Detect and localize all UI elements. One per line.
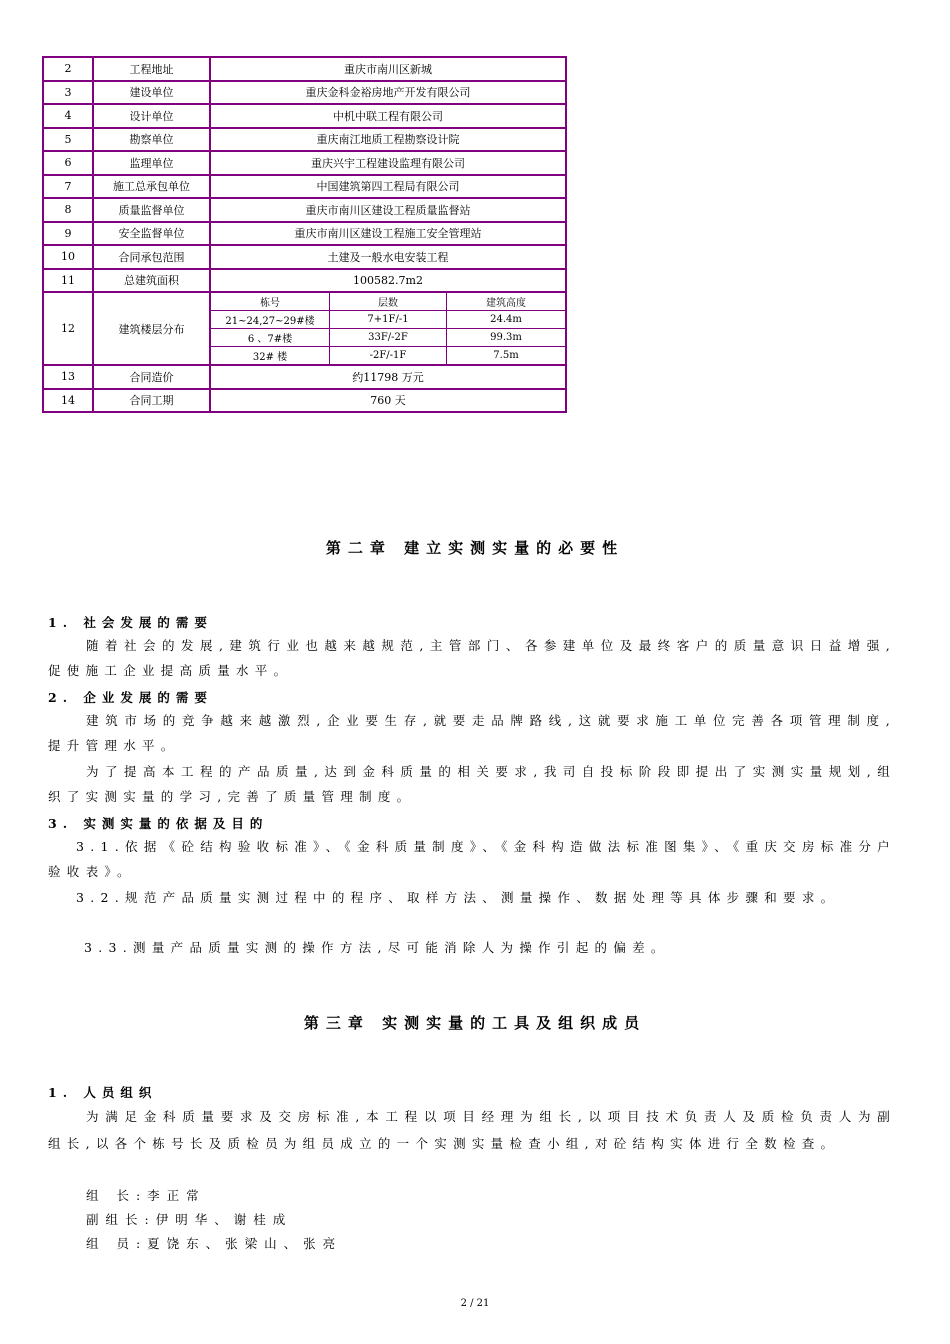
chapter2-title: 第二章 建立实测实量的必要性 xyxy=(325,539,625,557)
chapter2-section3-paragraph3: 3.3.测量产品质量实测的操作方法,尽可能消除人为操作引起的偏差。 xyxy=(84,940,670,955)
row-label: 建筑楼层分布 xyxy=(93,292,210,365)
floor-header-row xyxy=(211,293,565,311)
row-number: 4 xyxy=(43,104,93,128)
row-number: 8 xyxy=(43,198,93,222)
row-number: 9 xyxy=(43,222,93,246)
row-label: 合同承包范围 xyxy=(93,245,210,269)
row-label: 质量监督单位 xyxy=(93,198,210,222)
chapter2-section2-title: 2. 企业发展的需要 xyxy=(48,690,213,705)
row-value: 中国建筑第四工程局有限公司 xyxy=(210,175,566,199)
floor-height: 24.4m xyxy=(447,311,566,329)
team-leader: 组 长:李正常 xyxy=(86,1188,206,1203)
chapter2-section1-title: 1. 社会发展的需要 xyxy=(48,615,213,630)
row-value: 重庆金科金裕房地产开发有限公司 xyxy=(210,81,566,105)
row-value: 重庆市南川区新城 xyxy=(210,57,566,81)
table-row xyxy=(43,198,566,222)
row-number: 10 xyxy=(43,245,93,269)
chapter2-section3-paragraph1: 3.1.依据《砼结构验收标准》、《金科质量制度》、《金科构造做法标准图集》、《重庆交房标准分户验收表》。 xyxy=(48,839,896,879)
row-label: 施工总承包单位 xyxy=(93,175,210,199)
chapter2-section2-paragraph2: 为了提高本工程的产品质量,达到金科质量的相关要求,我司自投标阶段即提出了实测实量规划,组织了实测实量的学习,完善了质量管理制度。 xyxy=(48,764,896,804)
row-value: 中机中联工程有限公司 xyxy=(210,104,566,128)
floor-building: 21~24,27~29#楼 xyxy=(211,311,330,329)
row-label: 总建筑面积 xyxy=(93,269,210,293)
floor-row xyxy=(211,347,565,365)
row-label: 工程地址 xyxy=(93,57,210,81)
chapter3-title: 第三章 实测实量的工具及组织成员 xyxy=(303,1014,647,1032)
row-number: 13 xyxy=(43,365,93,389)
table-row xyxy=(43,365,566,389)
row-number: 5 xyxy=(43,128,93,152)
table-row xyxy=(43,222,566,246)
row-label: 安全监督单位 xyxy=(93,222,210,246)
row-value: 土建及一般水电安装工程 xyxy=(210,245,566,269)
floor-header: 栋号 xyxy=(211,293,330,311)
row-value: 约11798 万元 xyxy=(210,365,566,389)
page-number: 2 / 21 xyxy=(460,1298,490,1309)
project-info-table xyxy=(42,56,567,413)
chapter3-section1-paragraph: 为满足金科质量要求及交房标准,本工程以项目经理为组长,以项目技术负责人及质检负责人为副组长,以各个栋号长及质检员为组员成立的一个实测实量检查小组,对砼结构实体进行全数检查。 xyxy=(48,1109,896,1151)
row-label: 监理单位 xyxy=(93,151,210,175)
floor-building: 6 、7#楼 xyxy=(211,329,330,347)
row-value: 重庆南江地质工程勘察设计院 xyxy=(210,128,566,152)
row-value: 重庆市南川区建设工程施工安全管理站 xyxy=(210,222,566,246)
row-value: 重庆兴宇工程建设监理有限公司 xyxy=(210,151,566,175)
team-members: 组 员:夏饶东、张梁山、张亮 xyxy=(86,1236,343,1251)
floor-levels: 7+1F/-1 xyxy=(330,311,447,329)
row-label: 合同工期 xyxy=(93,389,210,413)
table-row xyxy=(43,175,566,199)
table-row xyxy=(43,269,566,293)
floor-distribution-table xyxy=(211,293,565,364)
table-row xyxy=(43,57,566,81)
table-row-floors xyxy=(43,292,566,365)
floor-height: 99.3m xyxy=(447,329,566,347)
floor-row xyxy=(211,329,565,347)
table-row xyxy=(43,81,566,105)
floor-distribution-cell xyxy=(210,292,566,365)
chapter2-section1-paragraph: 随着社会的发展,建筑行业也越来越规范,主管部门、各参建单位及最终客户的质量意识日益增强,促使施工企业提高质量水平。 xyxy=(48,638,896,678)
row-number: 12 xyxy=(43,292,93,365)
row-number: 14 xyxy=(43,389,93,413)
row-label: 合同造价 xyxy=(93,365,210,389)
table-row xyxy=(43,151,566,175)
table-row xyxy=(43,104,566,128)
table-row xyxy=(43,128,566,152)
table-row xyxy=(43,389,566,413)
row-number: 3 xyxy=(43,81,93,105)
row-label: 建设单位 xyxy=(93,81,210,105)
floor-header: 建筑高度 xyxy=(447,293,566,311)
chapter2-section2-paragraph1: 建筑市场的竞争越来越激烈,企业要生存,就要走品牌路线,这就要求施工单位完善各项管理制度,提升管理水平。 xyxy=(48,713,896,753)
floor-levels: -2F/-1F xyxy=(330,347,447,365)
row-number: 2 xyxy=(43,57,93,81)
floor-building: 32# 楼 xyxy=(211,347,330,365)
row-value: 100582.7m2 xyxy=(210,269,566,293)
row-number: 7 xyxy=(43,175,93,199)
row-number: 6 xyxy=(43,151,93,175)
chapter2-section3-title: 3. 实测实量的依据及目的 xyxy=(48,816,269,831)
row-number: 11 xyxy=(43,269,93,293)
row-label: 勘察单位 xyxy=(93,128,210,152)
floor-height: 7.5m xyxy=(447,347,566,365)
floor-row xyxy=(211,311,565,329)
floor-levels: 33F/-2F xyxy=(330,329,447,347)
floor-header: 层数 xyxy=(330,293,447,311)
table-row xyxy=(43,245,566,269)
row-value: 重庆市南川区建设工程质量监督站 xyxy=(210,198,566,222)
chapter2-section3-paragraph2: 3.2.规范产品质量实测过程中的程序、取样方法、测量操作、数据处理等具体步骤和要求。 xyxy=(76,890,840,905)
team-deputy: 副组长:伊明华、谢桂成 xyxy=(86,1212,293,1227)
chapter3-section1-title: 1. 人员组织 xyxy=(48,1085,158,1100)
row-value: 760 天 xyxy=(210,389,566,413)
row-label: 设计单位 xyxy=(93,104,210,128)
